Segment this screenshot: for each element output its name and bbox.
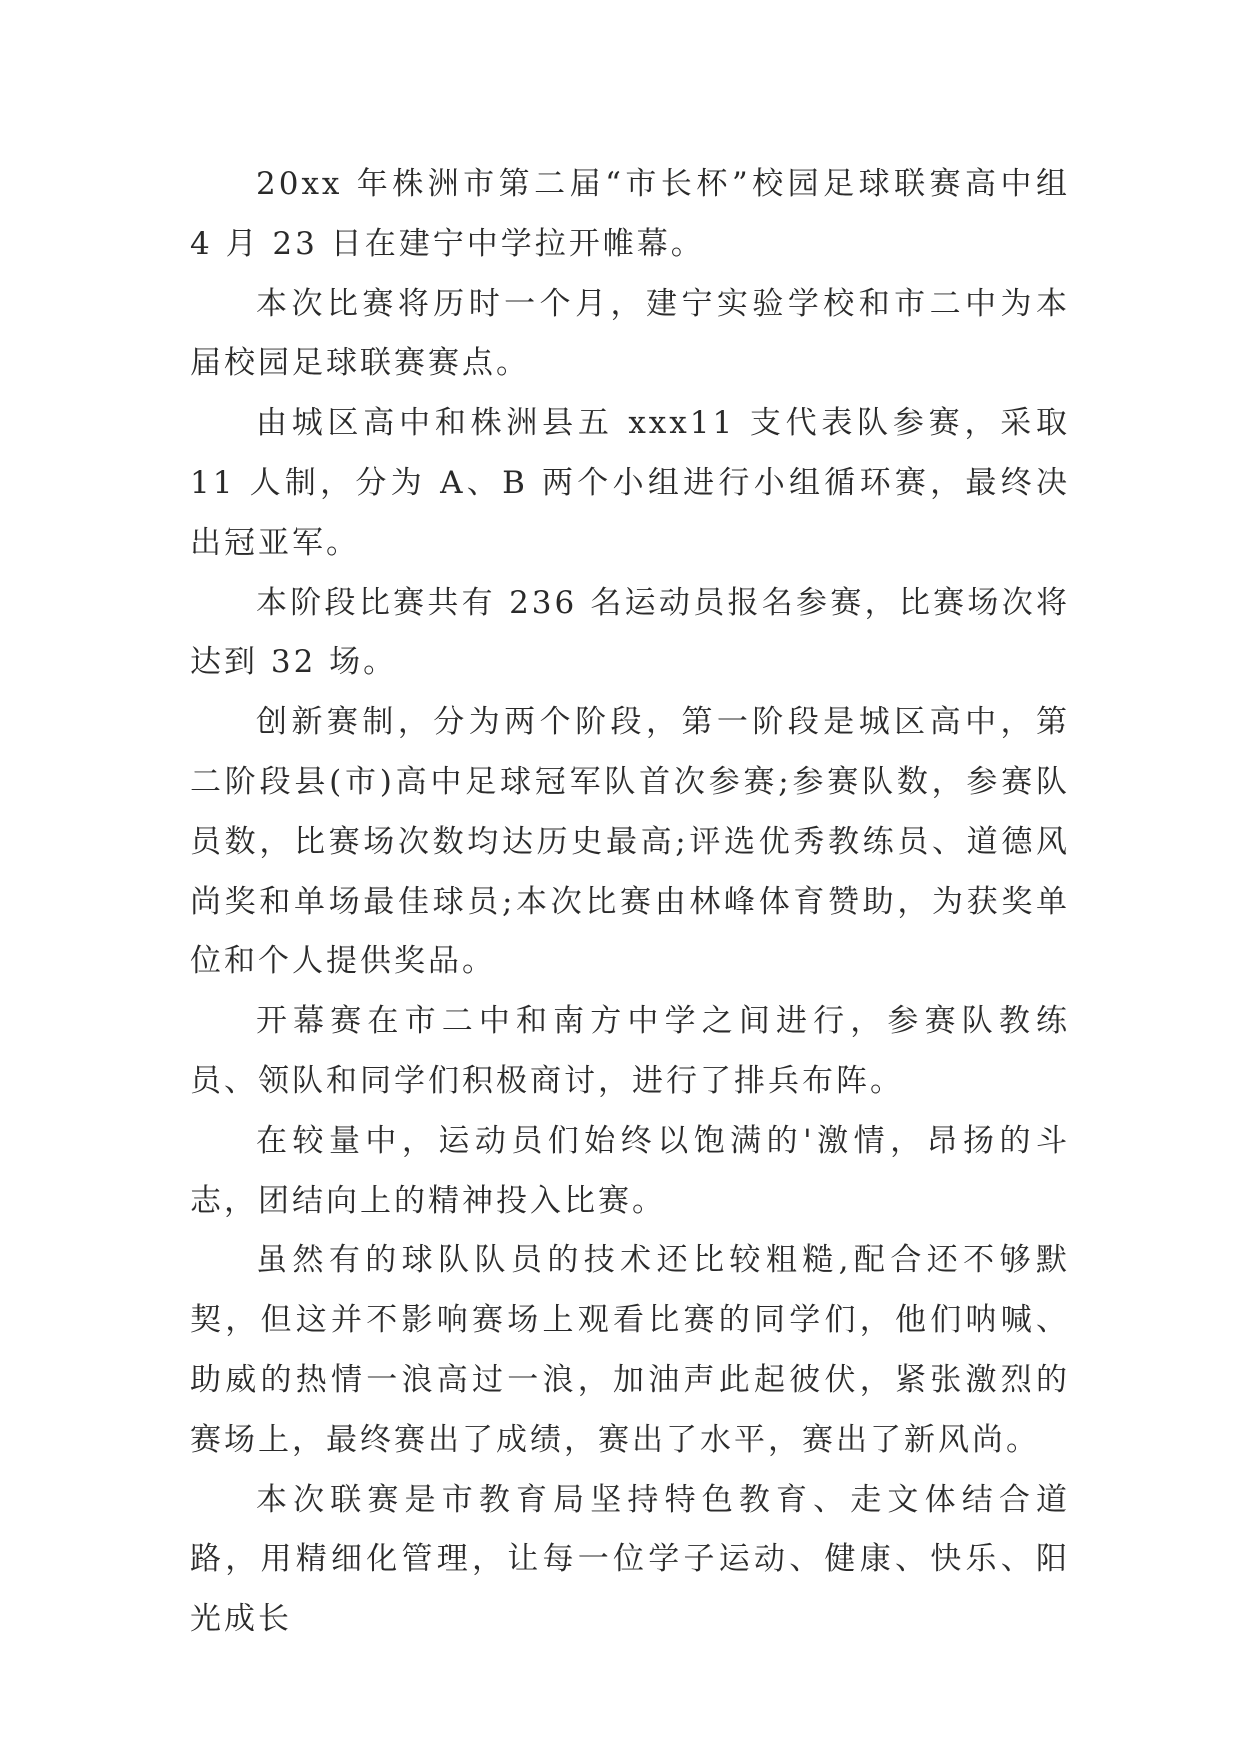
paragraph-9: 本次联赛是市教育局坚持特色教育、走文体结合道路，用精细化管理，让每一位学子运动、健康、快乐、阳光成长: [190, 1481, 1070, 1638]
paragraph-4: 本阶段比赛共有 236 名运动员报名参赛，比赛场次将达到 32 场。: [190, 584, 1070, 681]
paragraph-2: 本次比赛将历时一个月，建宁实验学校和市二中为本届校园足球联赛赛点。: [190, 285, 1070, 382]
paragraph-3: 由城区高中和株洲县五 xxx11 支代表队参赛，采取 11 人制，分为 A、B 两个小组进行小组循环赛，最终决出冠亚军。: [190, 405, 1070, 561]
paragraph-7: 在较量中，运动员们始终以饱满的'激情，昂扬的斗志，团结向上的精神投入比赛。: [190, 1122, 1070, 1219]
paragraph-5: 创新赛制，分为两个阶段，第一阶段是城区高中，第二阶段县(市)高中足球冠军队首次参赛;参赛队数，参赛队员数，比赛场次数均达历史最高;评选优秀教练员、道德风尚奖和单场最佳球员;本次比赛由林峰体育赞助，为获奖单位和个人提供奖品。: [190, 704, 1070, 980]
paragraph-1: 20xx 年株洲市第二届“市长杯”校园足球联赛高中组 4 月 23 日在建宁中学拉开帷幕。: [190, 166, 1070, 262]
paragraph-8: 虽然有的球队队员的技术还比较粗糙,配合还不够默契，但这并不影响赛场上观看比赛的同学们，他们呐喊、助威的热情一浪高过一浪，加油声此起彼伏，紧张激烈的赛场上，最终赛出了成绩，赛出了水平，赛出了新风尚。: [190, 1242, 1070, 1458]
paragraph-6: 开幕赛在市二中和南方中学之间进行，参赛队教练员、领队和同学们积极商讨，进行了排兵布阵。: [190, 1003, 1070, 1099]
document-body: [190, 155, 1070, 1650]
